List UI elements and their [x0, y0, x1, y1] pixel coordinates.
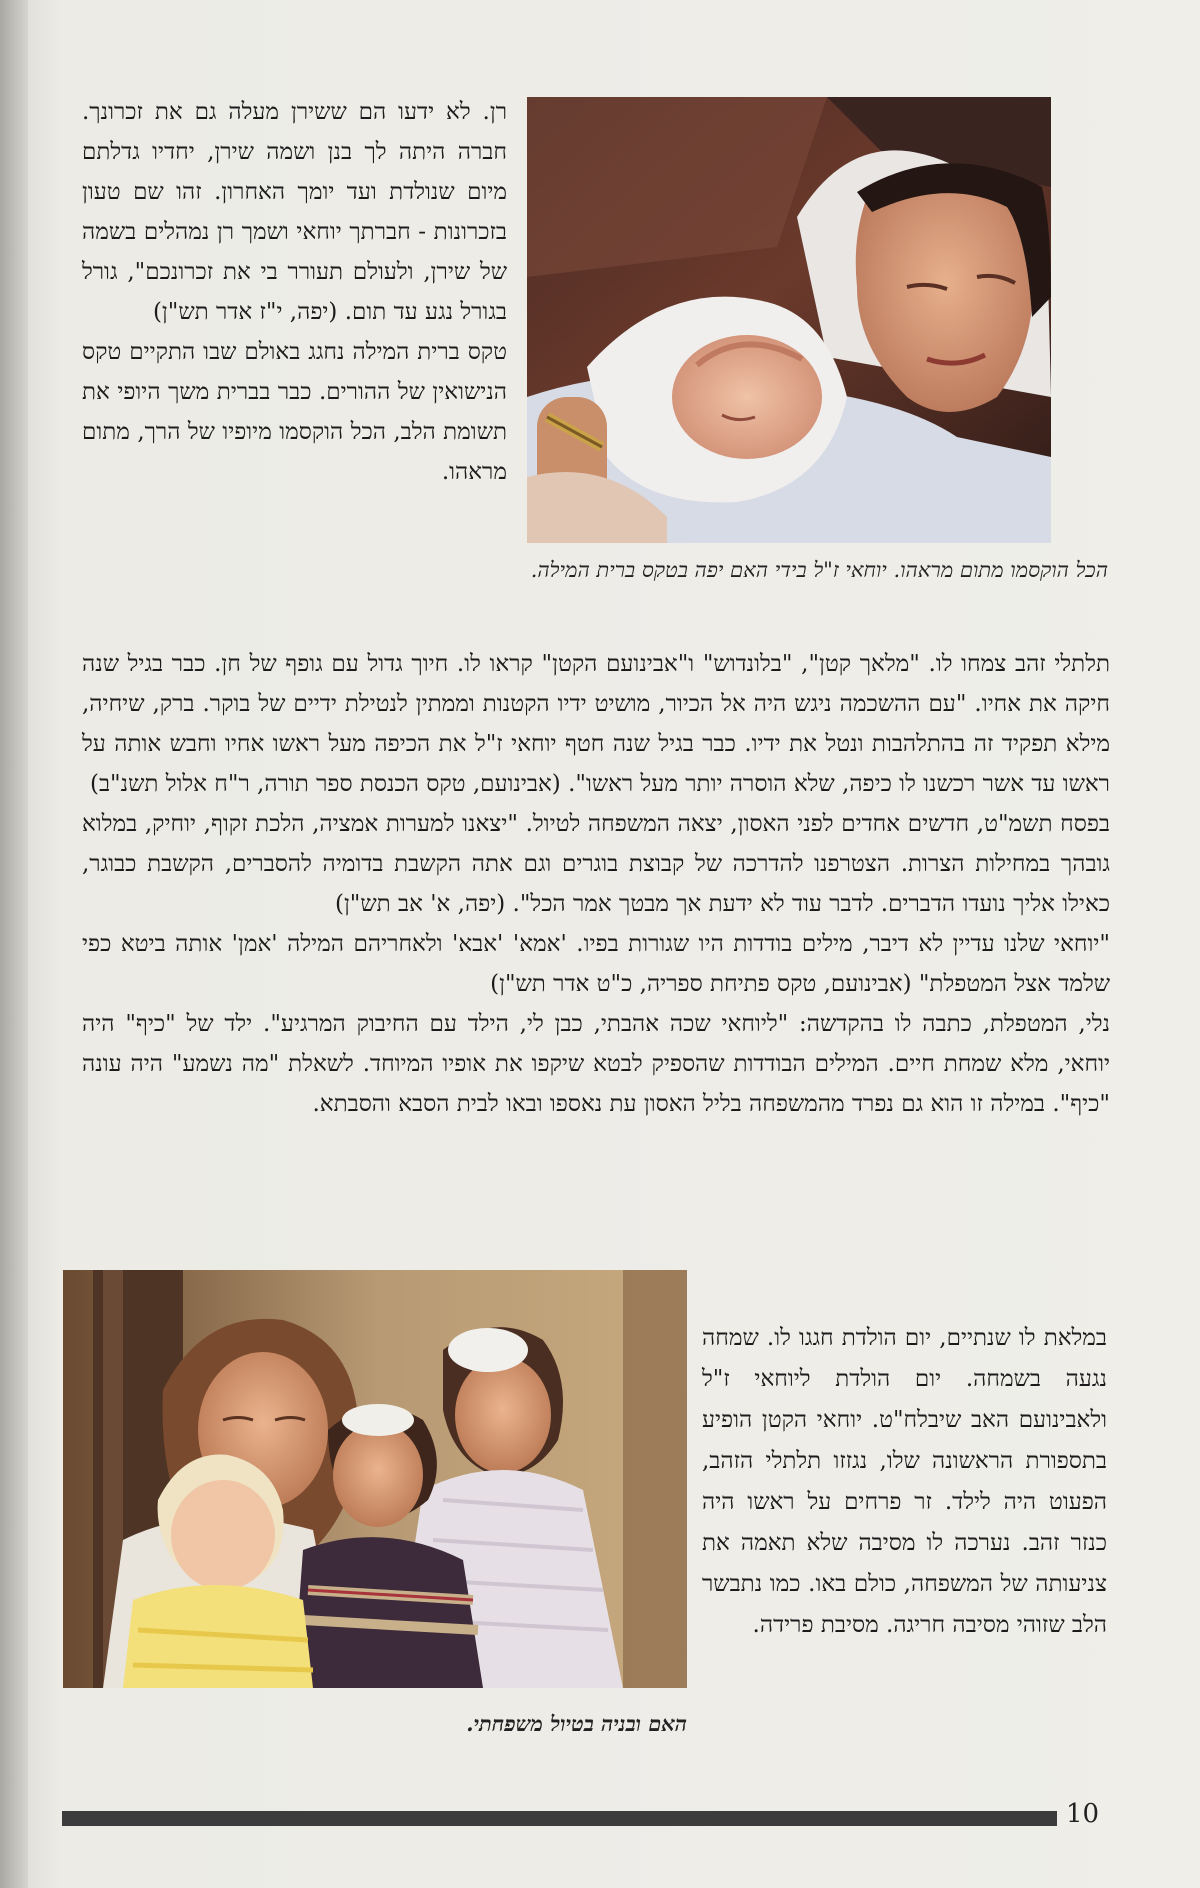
paragraph: טקס ברית המילה נחגג באולם שבו התקיים טקס הנישואין של ההורים. כבר בברית משך היופי את תשומת הלב, הכל הוקסמו מיופיו של הרך, מתום מראהו. [82, 339, 507, 485]
main-text-block [82, 644, 1110, 1124]
bottom-text-column [702, 1318, 1107, 1646]
page-number: 10 [1066, 1799, 1100, 1829]
photo1-caption: הכל הוקסמו מתום מראהו. יוחאי ז"ל בידי האם יפה בטקס ברית המילה. [530, 558, 1108, 582]
top-text-column [82, 92, 507, 492]
paragraph: "יוחאי שלנו עדיין לא דיבר, מילים בודדות היו שגורות בפיו. 'אמא' 'אבא' ולאחריהם המילה 'אמן' אותה ביטא כפי שלמד אצל המטפלת" (אבינועם, טקס פתיחת ספריה, כ"ט אדר תש"ן) [82, 931, 1110, 997]
footer-rule [62, 1811, 1057, 1826]
paragraph: בפסח תשמ"ט, חדשים אחדים לפני האסון, יצאה המשפחה לטיול. "יצאנו למערות אמציה, הלכת זקוף, יוחיק, במלוא גובהך במחילות הצרות. הצטרפנו להדרכה של קבוצת בוגרים וגם אתה הקשבת בדומיה להסברים, הקשבת כבוגר, כאילו אליך נועדו הדברים. לדבר עוד לא ידעת אך מבטך אמר הכל". (יפה, א' אב תש"ן) [82, 811, 1110, 917]
paragraph: תלתלי זהב צמחו לו. "מלאך קטן", "בלונדוש" ו"אבינועם הקטן" קראו לו. חיוך גדול עם גופף של חן. כבר בגיל שנה חיקה את אחיו. "עם ההשכמה ניגש היה אל הכיור, מושיט ידיו הקטנות וממתין לנטילת ידיים של בוקר. ברק, שיחיה, מילא תפקיד זה בהתלהבות ונטל את ידיו. כבר בגיל שנה חטף יוחאי ז"ל את הכיפה מעל ראשו אחיו וחבש אותה על ראשו עד אשר רכשנו לו כיפה, שלא הוסרה יותר מעל ראשו". (אבינועם, טקס הכנסת ספר תורה, ר"ח אלול תשנ"ב) [82, 651, 1110, 797]
photo2-caption: האם ובניה בטיול משפחתי. [466, 1711, 687, 1736]
book-spine-shadow [0, 0, 28, 1888]
paragraph: נלי, המטפלת, כתבה לו בהקדשה: "ליוחאי שכה אהבתי, כבן לי, הילד עם החיבוק המרגיע". ילד של "כיף" היה יוחאי, מלא שמחת חיים. המילים הבודדות שהספיק לבטא שיקפו את אופיו המיוחד. לשאלת "מה נשמע" היה עונה "כיף". במילה זו הוא גם נפרד מהמשפחה בליל האסון עת נאספו ובאו לבית הסבא והסבתא. [82, 1011, 1110, 1117]
paragraph: במלאת לו שנתיים, יום הולדת חגגו לו. שמחה נגעה בשמחה. יום הולדת ליוחאי ז"ל ולאבינועם האב שיבלח"ט. יוחאי הקטן הופיע בתספורת הראשונה שלו, נגזזו תלתלי הזהב, הפעוט היה לילד. זר פרחים על ראשו היה כנזר זהב. נערכה לו מסיבה שלא תאמה את צניעותה של המשפחה, כולם באו. כמו נתבשר הלב שזוהי מסיבה חריגה. מסיבת פרידה. [702, 1325, 1107, 1638]
photo-mother-with-baby [527, 97, 1051, 543]
paragraph: רן. לא ידעו הם ששירן מעלה גם את זכרונך. חברה היתה לך בנן ושמה שירן, יחדיו גדלתם מיום שנולדת ועד יומך האחרון. זהו שם טעון בזכרונות - חברתך יוחאי ושמך רן נמהלים בשמה של שירן, ולעולם תעורר בי את זכרונכם", גורל בגורל נגע עד תום. (יפה, י"ז אדר תש"ן) [82, 99, 507, 325]
photo-mother-and-children [63, 1270, 687, 1688]
